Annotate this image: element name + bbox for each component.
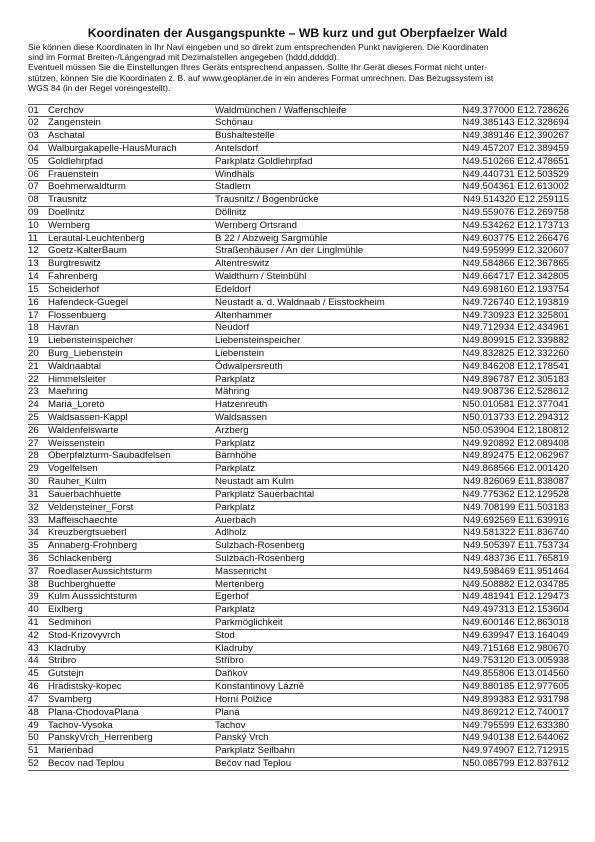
row-number: 27: [28, 437, 39, 449]
table-row: [28, 488, 569, 501]
row-name: Sauerbachhuette: [48, 488, 122, 500]
row-coordinates: N49.510266 E12.478651: [462, 155, 569, 167]
table-row: [28, 296, 569, 309]
row-number: 28: [28, 450, 39, 462]
row-place: Parkplatz: [215, 373, 255, 385]
row-number: 47: [28, 693, 39, 705]
row-number: 25: [28, 412, 39, 423]
row-name: Buchberghuette: [48, 578, 116, 590]
row-number: 23: [28, 386, 39, 398]
row-coordinates: N50.013733 E12.294312: [462, 412, 569, 423]
intro-line: Eventuell müssen Sie die Einstellungen Ihres Geräts entsprechend anpassen. Sollte Ihr Gerät dieses Format nicht unter-: [28, 62, 488, 73]
row-number: 04: [28, 142, 39, 154]
row-name: Cerchov: [48, 104, 84, 116]
row-place: Antelsdorf: [215, 142, 259, 154]
row-name: Doellnitz: [48, 207, 85, 218]
table-row: [28, 514, 569, 527]
row-name: Stribro: [48, 655, 77, 667]
row-number: 17: [28, 309, 39, 321]
row-coordinates: N49.892475 E12.062967: [462, 450, 569, 462]
row-name: Vogelfelsen: [48, 463, 98, 475]
table-row: [28, 539, 569, 552]
row-place: Straßenhäuser / An der Linglmühle: [215, 245, 364, 257]
row-place: Sulzbach-Rosenberg: [215, 540, 305, 552]
row-name: PanskyVrch_Herrenberg: [48, 732, 153, 744]
row-place: Liebenstein: [215, 347, 265, 359]
table-row: [28, 193, 569, 206]
row-name: Becov nad Teplou: [48, 757, 125, 769]
row-number: 29: [28, 463, 39, 475]
table-row: [28, 706, 569, 719]
row-place: Neustadt am Kulm: [215, 476, 294, 488]
row-coordinates: N49.559076 E12.269758: [462, 207, 569, 218]
row-place: Sulzbach-Rosenberg: [215, 552, 305, 564]
row-number: 22: [28, 373, 39, 385]
table-row: [28, 168, 569, 181]
row-place: Auerbach: [215, 514, 257, 526]
row-name: Scheiderhof: [48, 283, 100, 295]
row-name: Waldsassen-Kappl: [48, 412, 128, 423]
table-row: [28, 206, 569, 219]
row-place: Kladruby: [215, 642, 253, 654]
table-row: [28, 590, 569, 603]
intro-text: [28, 42, 568, 93]
row-coordinates: N49.832825 E12.332260: [462, 347, 569, 359]
row-coordinates: N49.896787 E12.305183: [462, 373, 569, 385]
row-name: Svamberg: [48, 693, 92, 705]
row-number: 50: [28, 732, 39, 744]
table-row: [28, 552, 569, 565]
row-number: 31: [28, 488, 39, 500]
row-place: Wernberg Ortsrand: [215, 219, 297, 231]
row-name: Burgtreswitz: [48, 258, 101, 270]
table-row: [28, 257, 569, 270]
row-place: Tachov: [215, 719, 246, 731]
table-row: [28, 603, 569, 616]
row-number: 26: [28, 424, 39, 436]
table-row: [28, 578, 569, 591]
table-row: [28, 629, 569, 642]
row-name: Maria_Loreto: [48, 399, 105, 411]
row-name: Gutstejn: [48, 668, 84, 680]
row-name: Schlackenberg: [48, 552, 112, 564]
table-row: [28, 385, 569, 398]
row-name: Burg_Liebenstein: [48, 347, 123, 359]
row-place: Neustadt a. d. Waldnaab / Eisstockheim: [215, 296, 385, 308]
row-coordinates: N49.708199 E11.503183: [463, 501, 569, 513]
row-number: 10: [28, 219, 39, 231]
row-name: Kreuzbergtsueberl: [48, 527, 127, 539]
row-coordinates: N49.775362 E12.129528: [462, 488, 569, 500]
row-number: 48: [28, 706, 39, 718]
row-number: 42: [28, 629, 39, 641]
row-number: 38: [28, 578, 39, 590]
row-name: Eixlberg: [48, 604, 83, 616]
row-coordinates: N49.692569 E11.639916: [463, 514, 569, 526]
table-row: [28, 155, 569, 168]
table-row: [28, 565, 569, 578]
row-name: Goetz-KalterBaum: [48, 245, 127, 257]
row-coordinates: N50.085799 E12.837612: [462, 757, 569, 769]
row-name: Annaberg-Frohnberg: [48, 540, 138, 552]
row-place: Waldmünchen / Waffenschleife: [215, 104, 347, 116]
row-number: 44: [28, 655, 39, 667]
intro-line: Sie können diese Koordinaten in Ihr Navi eingeben und so direkt zum entsprechenden Punkt navigieren. Die Koordinaten: [28, 42, 489, 52]
row-place: Parkplatz: [215, 463, 255, 475]
row-coordinates: N49.880185 E12.977605: [462, 681, 569, 693]
row-place: Liebensteinspeicher: [215, 335, 301, 347]
table-row: [28, 654, 569, 667]
row-number: 14: [28, 271, 39, 283]
row-number: 24: [28, 399, 39, 411]
row-name: RoedlaserAussichtsturm: [48, 565, 152, 577]
row-coordinates: N49.481941 E12.129473: [462, 591, 569, 603]
row-place: Altentreswitz: [215, 258, 270, 270]
row-coordinates: N49.698160 E12.193754: [462, 283, 569, 295]
row-name: Marienbad: [48, 745, 94, 757]
row-coordinates: N49.440731 E12.503529: [462, 168, 569, 180]
row-name: Maehring: [48, 386, 88, 398]
table-row: [28, 744, 569, 757]
row-place: Edeldorf: [215, 283, 251, 295]
table-row: [28, 449, 569, 462]
row-number: 07: [28, 181, 39, 193]
table-row: [28, 411, 569, 424]
row-place: Horní Polžice: [215, 693, 273, 705]
row-place: Bečov nad Teplou: [215, 757, 292, 769]
intro-line: stützen, können Sie die Koordinaten z. B. auf www.geoplaner.de in ein anderes Format umrechnen. Das Bezugssystem ist: [28, 72, 494, 83]
row-number: 05: [28, 155, 39, 167]
table-row: [28, 129, 569, 142]
row-place: Stříbro: [215, 655, 244, 667]
row-coordinates: N50.010581 E12.377041: [462, 399, 569, 411]
row-coordinates: N49.868566 E12.001420: [462, 463, 569, 475]
row-coordinates: N49.483736 E11.765819: [463, 552, 569, 564]
row-place: Parkplatz: [215, 501, 255, 513]
row-name: Aschatal: [48, 130, 85, 142]
row-place: Bushaltestelle: [215, 130, 275, 142]
row-place: Parkplatz Goldlehrpfad: [215, 155, 313, 167]
row-number: 33: [28, 514, 39, 526]
row-name: Oberpfalzturm-Saubadfelsen: [48, 450, 171, 462]
row-coordinates: N49.715168 E12.980670: [462, 642, 569, 654]
row-place: Hatzenreuth: [215, 399, 268, 411]
row-coordinates: N49.846208 E12.178541: [462, 360, 569, 372]
table-row: [28, 116, 569, 129]
row-coordinates: N49.974907 E12.712915: [462, 745, 569, 757]
row-number: 20: [28, 347, 39, 359]
row-place: Stod: [215, 629, 235, 641]
row-number: 09: [28, 207, 39, 218]
row-name: Sedmihori: [48, 617, 92, 628]
row-number: 16: [28, 296, 39, 308]
row-name: Liebensteinspeicher: [48, 335, 134, 347]
table-row: [28, 232, 569, 245]
row-coordinates: N49.795599 E12.633380: [462, 719, 569, 731]
row-number: 08: [28, 194, 39, 206]
row-name: Hradistsky-kopec: [48, 681, 122, 693]
row-place: Waldthurn / Steinbühl: [215, 271, 307, 283]
row-number: 46: [28, 681, 39, 693]
table-row: [28, 731, 569, 744]
row-name: Veldensteiner_Forst: [48, 501, 134, 513]
row-coordinates: N49.600146 E12.863018: [462, 617, 569, 628]
row-name: Weissenstein: [48, 437, 105, 449]
table-row: [28, 283, 569, 296]
row-place: Trausnitz / Bogenbrücke: [215, 194, 319, 206]
table-row: [28, 462, 569, 475]
row-number: 11: [28, 232, 38, 244]
row-number: 02: [28, 117, 39, 129]
row-number: 39: [28, 591, 39, 603]
row-coordinates: N49.389146 E12.390267: [462, 130, 569, 142]
row-number: 03: [28, 130, 39, 142]
table-row: [28, 680, 569, 693]
row-name: Maffeischaechte: [48, 514, 118, 526]
row-coordinates: N49.809915 E12.339882: [462, 335, 569, 347]
row-number: 35: [28, 540, 39, 552]
row-place: Egerhof: [215, 591, 249, 603]
row-place: Bärnhöhe: [215, 450, 257, 462]
row-place: Schönau: [215, 117, 253, 129]
row-coordinates: N49.581322 E11.836740: [463, 527, 569, 539]
row-coordinates: N49.639947 E13.164049: [462, 629, 569, 641]
row-name: Waldenfelswarte: [48, 424, 119, 436]
table-row: [28, 360, 569, 373]
row-coordinates: N49.505397 E11.753734: [463, 540, 569, 552]
row-place: Stadlern: [215, 181, 251, 193]
row-coordinates: N49.726740 E12.193819: [462, 296, 569, 308]
row-name: Kladruby: [48, 642, 86, 654]
row-name: Havran: [48, 322, 79, 334]
row-name: Trausnitz: [48, 194, 88, 206]
row-name: Hafendeck-Guegel: [48, 296, 128, 308]
row-coordinates: N49.603775 E12.266476: [462, 232, 569, 244]
row-number: 52: [28, 757, 39, 769]
table-row: [28, 437, 569, 450]
row-coordinates: N49.908736 E12.528612: [462, 386, 569, 398]
row-number: 32: [28, 501, 39, 513]
row-number: 49: [28, 719, 39, 731]
row-place: Waldsassen: [215, 412, 267, 423]
row-coordinates: N49.753120 E13.005938: [462, 655, 569, 667]
row-number: 34: [28, 527, 39, 539]
table-row: [28, 424, 569, 437]
row-name: Lerautal-Leuchtenberg: [48, 232, 145, 244]
table-row: [28, 309, 569, 322]
row-coordinates: N49.508882 E12.034785: [462, 578, 569, 590]
row-place: Panský Vrch: [215, 732, 269, 744]
row-number: 36: [28, 552, 39, 564]
row-coordinates: N49.869212 E12.740017: [462, 706, 569, 718]
row-number: 40: [28, 604, 39, 616]
row-number: 41: [28, 617, 39, 628]
row-number: 51: [28, 745, 39, 757]
row-name: Waldnaabtal: [48, 360, 101, 372]
row-coordinates: N49.584866 E12.367865: [462, 258, 569, 270]
intro-line: WGS 84 (in der Regel voreingestellt).: [28, 82, 171, 93]
table-row: [28, 719, 569, 732]
row-place: Döllnitz: [215, 207, 247, 218]
table-row: [28, 526, 569, 539]
row-coordinates: N49.514320 E12.259115: [463, 194, 569, 206]
row-coordinates: N49.940138 E12.644062: [462, 732, 569, 744]
row-name: Rauher_Kulm: [48, 476, 107, 488]
row-place: Parkmöglichkeit: [215, 617, 283, 628]
row-coordinates: N49.664717 E12.342805: [462, 271, 569, 283]
table-row: [28, 667, 569, 680]
row-place: Parkplatz Seilbahn: [215, 745, 295, 757]
row-number: 15: [28, 283, 39, 295]
table-row: [28, 347, 569, 360]
row-place: Neudorf: [215, 322, 250, 334]
row-coordinates: N49.712934 E12.434961: [462, 322, 569, 334]
row-number: 01: [28, 104, 39, 116]
row-place: Arzberg: [215, 424, 249, 436]
row-coordinates: N49.899383 E12.931798: [462, 693, 569, 705]
row-number: 19: [28, 335, 39, 347]
row-number: 45: [28, 668, 39, 680]
page-title: Koordinaten der Ausgangspunkte – WB kurz und gut Oberpfaelzer Wald: [87, 26, 508, 40]
row-number: 30: [28, 476, 39, 488]
row-coordinates: N49.385143 E12.328694: [462, 117, 569, 129]
table-row: [28, 501, 569, 514]
row-place: Planá: [215, 706, 240, 718]
row-place: Parkplatz: [215, 437, 255, 449]
row-name: Walburgakapelle-HausMurach: [48, 142, 177, 154]
row-place: Daňkov: [215, 668, 248, 680]
intro-line: sind im Format Breiten-/Längengrad mit Dezimalstellen angegeben (hddd.ddddd).: [28, 52, 339, 63]
table-row: [28, 321, 569, 334]
row-place: Parkplatz Sauerbachtal: [215, 488, 315, 500]
table-row: [28, 398, 569, 411]
table-row: [28, 642, 569, 655]
row-coordinates: N49.730923 E12.325801: [462, 309, 569, 321]
row-coordinates: N49.598469 E11.951464: [463, 565, 569, 577]
row-name: Wernberg: [48, 219, 90, 231]
table-row: [28, 475, 569, 488]
row-name: Goldlehrpfad: [48, 155, 103, 167]
row-place: B 22 / Abzweig Sargmühle: [215, 232, 328, 244]
row-coordinates: N49.920892 E12.089408: [462, 437, 569, 449]
row-coordinates: N49.377000 E12.728626: [462, 104, 569, 116]
row-name: Kulm Ausssichtsturm: [48, 591, 138, 603]
row-number: 18: [28, 322, 39, 334]
row-number: 13: [28, 258, 39, 270]
row-name: Frauenstein: [48, 168, 99, 180]
table-row: [28, 104, 569, 117]
table-row: [28, 219, 569, 232]
row-place: Parkplatz: [215, 604, 255, 616]
table-row: [28, 616, 569, 629]
row-place: Altenhammer: [215, 309, 273, 321]
row-name: Stod-Krizovyvrch: [48, 629, 121, 641]
table-row: [28, 757, 569, 771]
row-place: Windhals: [215, 168, 255, 180]
row-number: 21: [28, 360, 39, 372]
row-name: Plana-ChodovaPlana: [48, 706, 139, 718]
row-coordinates: N49.534262 E12.173713: [462, 219, 569, 231]
row-name: Tachov-Vysoka: [48, 719, 113, 731]
row-place: Konstantinovy Lázně: [215, 681, 305, 693]
table-row: [28, 180, 569, 193]
row-number: 12: [28, 245, 39, 257]
table-row: [28, 334, 569, 347]
row-coordinates: N49.497313 E12.153604: [462, 604, 569, 616]
table-row: [28, 142, 569, 155]
row-name: Fahrenberg: [48, 271, 98, 283]
row-place: Mertenberg: [215, 578, 265, 590]
row-name: Zangenstein: [48, 117, 101, 129]
row-name: Boehmerwaldturm: [48, 181, 126, 193]
row-name: Himmelsleiter: [48, 373, 107, 385]
row-coordinates: N49.457207 E12.389459: [462, 142, 569, 154]
coordinates-table: [28, 104, 569, 771]
table-row: [28, 693, 569, 706]
row-coordinates: N50.053904 E12.180812: [462, 424, 569, 436]
table-row: [28, 244, 569, 257]
row-coordinates: N49.504361 E12.613002: [462, 181, 569, 193]
table-row: [28, 270, 569, 283]
row-coordinates: N49.826069 E11.838087: [463, 476, 569, 488]
row-place: Massenricht: [215, 565, 267, 577]
row-number: 37: [28, 565, 39, 577]
row-place: Mähring: [215, 386, 250, 398]
row-number: 43: [28, 642, 39, 654]
row-number: 06: [28, 168, 39, 180]
row-place: Adlholz: [215, 527, 247, 539]
table-row: [28, 373, 569, 386]
row-name: Flossenbuerg: [48, 309, 107, 321]
row-coordinates: N49.855806 E13.014560: [462, 668, 569, 680]
row-coordinates: N49.595999 E12.320607: [462, 245, 569, 257]
row-place: Ödwalpersreuth: [215, 360, 283, 372]
